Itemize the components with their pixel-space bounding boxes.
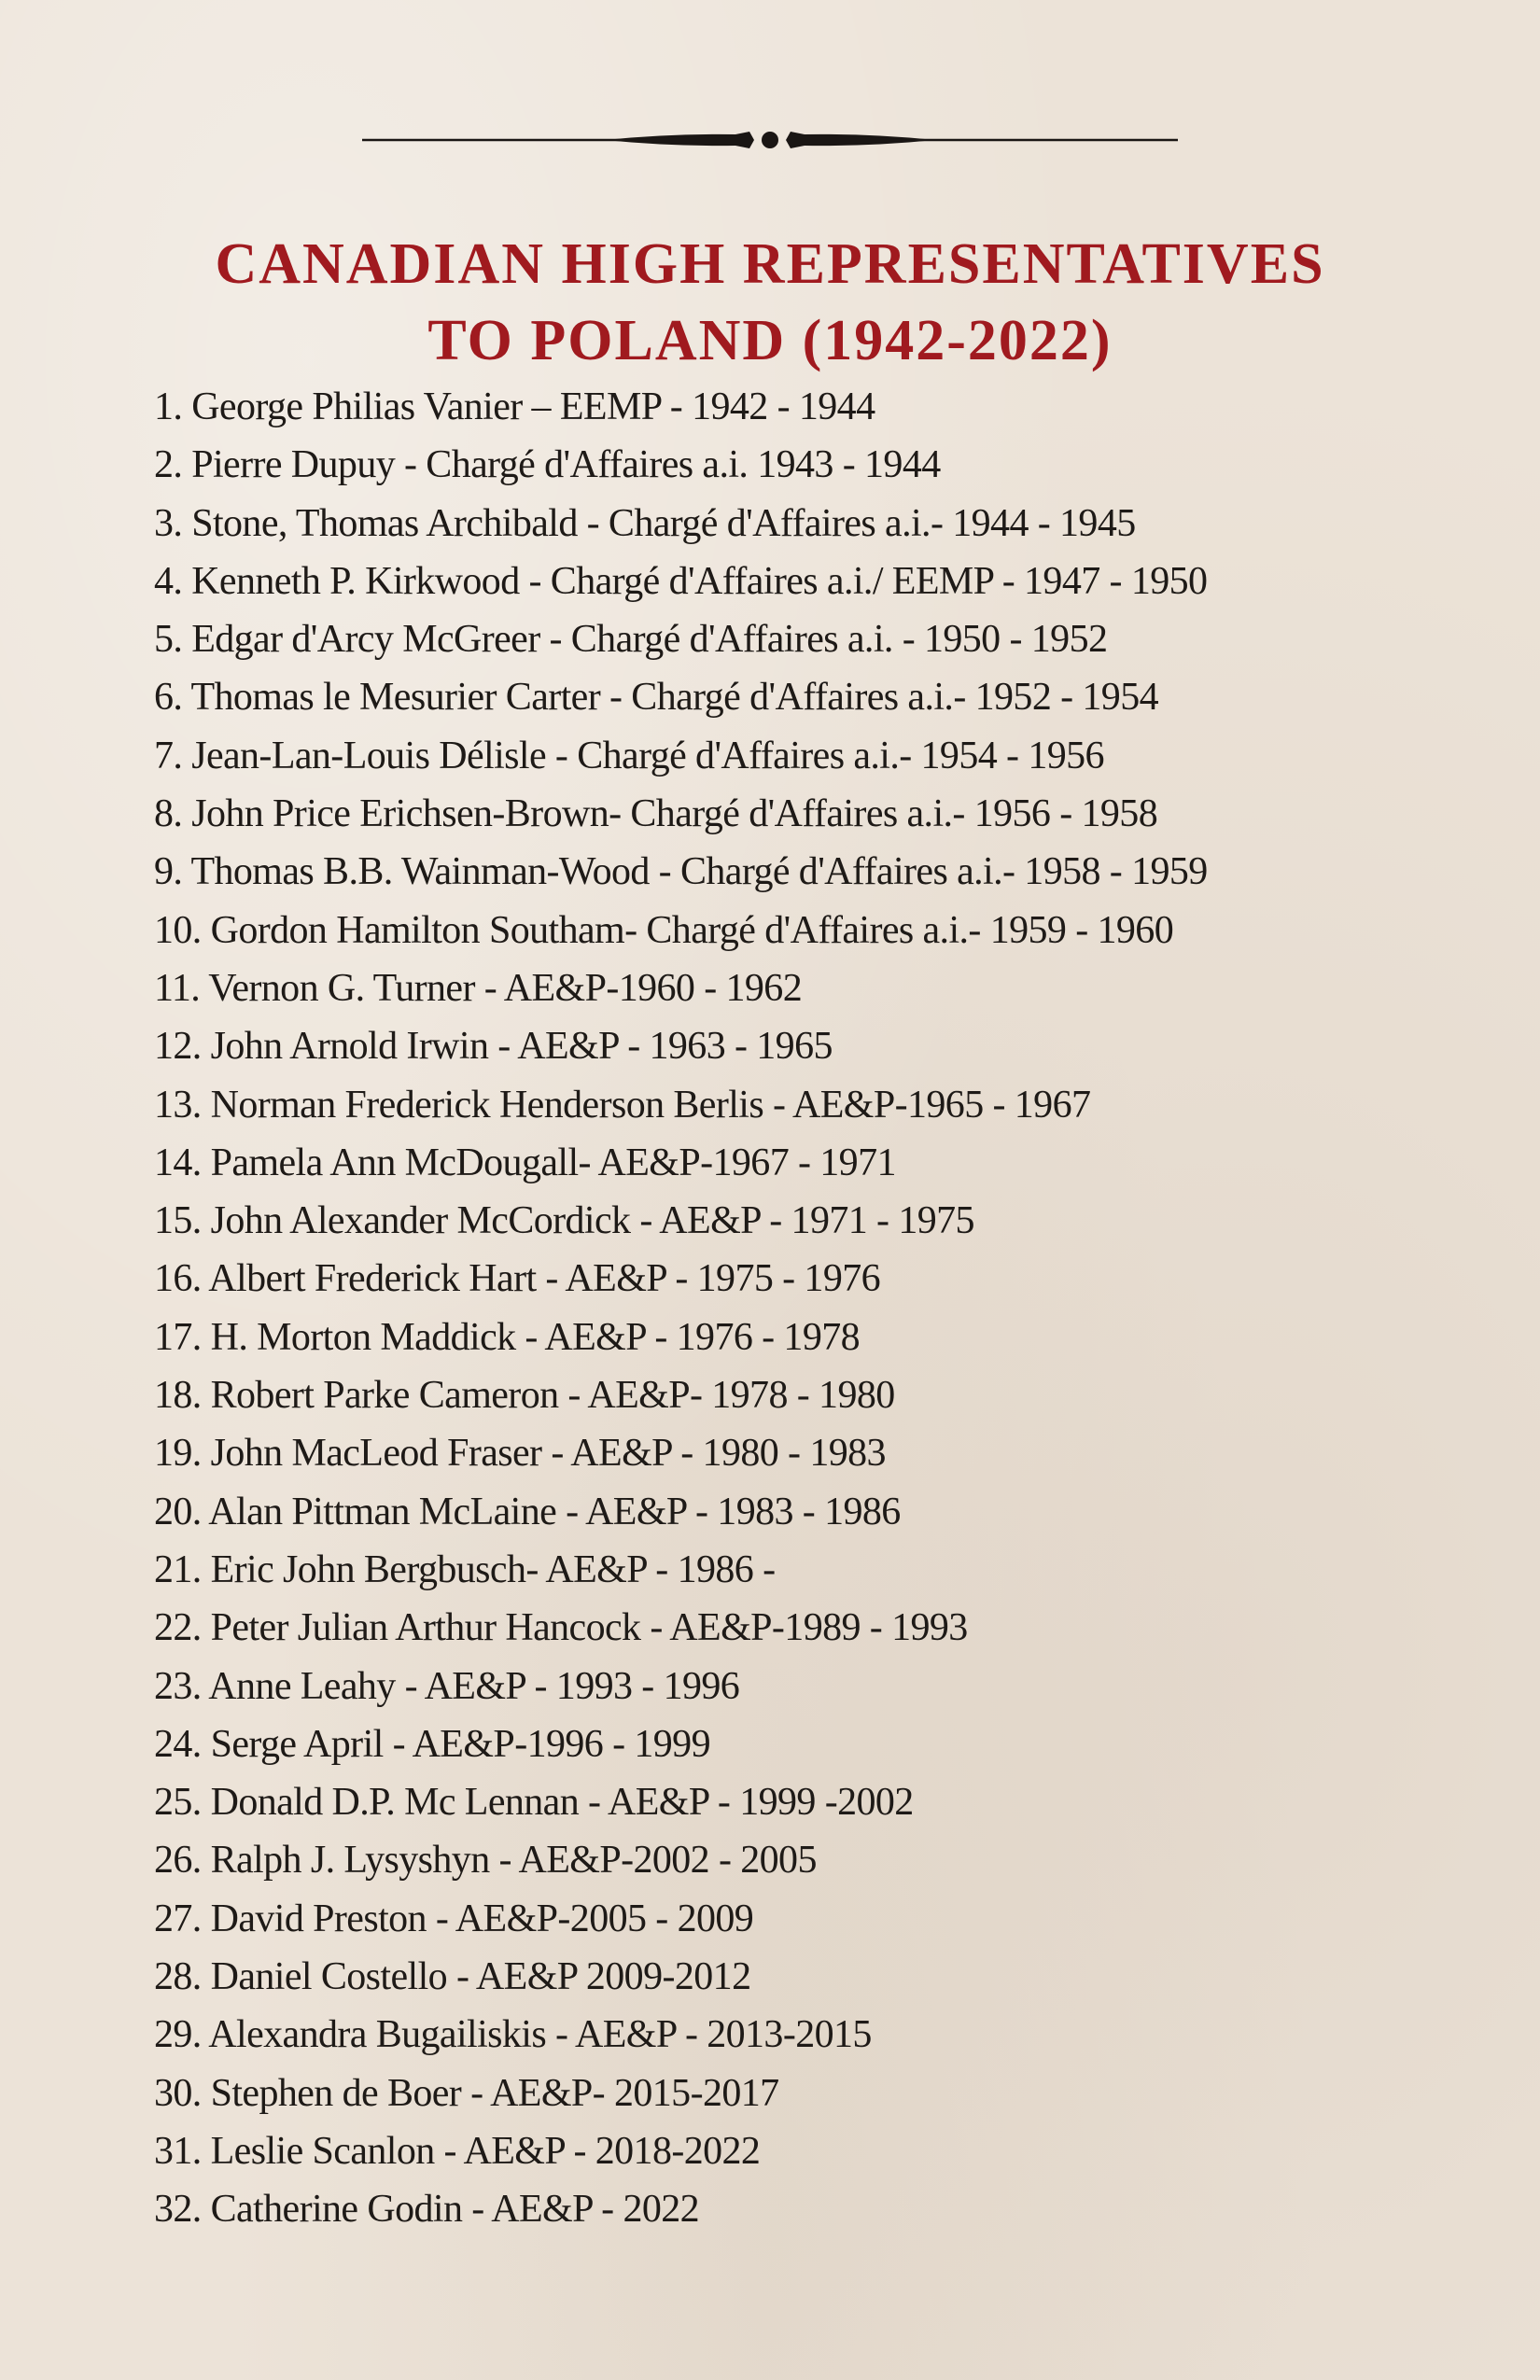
decorative-divider-ornament [362, 121, 1178, 159]
title-line-2: TO POLAND (1942-2022) [427, 308, 1113, 372]
list-item: 31. Leslie Scanlon - AE&P - 2018-2022 [154, 2129, 761, 2173]
list-item: 10. Gordon Hamilton Southam- Chargé d'Affaires a.i.- 1959 - 1960 [154, 908, 1174, 952]
list-item: 12. John Arnold Irwin - AE&P - 1963 - 1965 [154, 1025, 833, 1069]
list-item: 16. Albert Frederick Hart - AE&P - 1975 - 1976 [154, 1257, 881, 1301]
list-item: 28. Daniel Costello - AE&P 2009-2012 [154, 1955, 751, 1999]
representatives-list [154, 378, 1405, 2239]
list-item: 23. Anne Leahy - AE&P - 1993 - 1996 [154, 1664, 740, 1708]
list-item: 3. Stone, Thomas Archibald - Chargé d'Affaires a.i.- 1944 - 1945 [154, 501, 1136, 545]
list-item: 20. Alan Pittman McLaine - AE&P - 1983 - 1986 [154, 1490, 901, 1533]
list-item: 5. Edgar d'Arcy McGreer - Chargé d'Affaires a.i. - 1950 - 1952 [154, 618, 1108, 662]
list-item: 29. Alexandra Bugailiskis - AE&P - 2013-2015 [154, 2013, 872, 2057]
list-item: 7. Jean-Lan-Louis Délisle - Chargé d'Affaires a.i.- 1954 - 1956 [154, 734, 1104, 777]
list-item: 8. John Price Erichsen-Brown- Chargé d'Affaires a.i.- 1956 - 1958 [154, 792, 1158, 836]
list-item: 19. John MacLeod Fraser - AE&P - 1980 - 1983 [154, 1432, 886, 1476]
list-item: 17. H. Morton Maddick - AE&P - 1976 - 1978 [154, 1315, 861, 1359]
list-item: 30. Stephen de Boer - AE&P- 2015-2017 [154, 2071, 779, 2115]
list-item: 4. Kenneth P. Kirkwood - Chargé d'Affaires a.i./ EEMP - 1947 - 1950 [154, 559, 1208, 603]
list-item: 2. Pierre Dupuy - Chargé d'Affaires a.i. 1943 - 1944 [154, 443, 941, 487]
list-item: 13. Norman Frederick Henderson Berlis - AE&P-1965 - 1967 [154, 1083, 1091, 1127]
list-item: 15. John Alexander McCordick - AE&P - 1971 - 1975 [154, 1199, 974, 1243]
list-item: 27. David Preston - AE&P-2005 - 2009 [154, 1897, 754, 1940]
list-item: 14. Pamela Ann McDougall- AE&P-1967 - 1971 [154, 1141, 896, 1184]
list-item: 18. Robert Parke Cameron - AE&P- 1978 - 1980 [154, 1374, 895, 1418]
list-item: 21. Eric John Bergbusch- AE&P - 1986 - [154, 1547, 776, 1591]
title-line-1: CANADIAN HIGH REPRESENTATIVES [215, 231, 1325, 296]
list-item: 22. Peter Julian Arthur Hancock - AE&P-1989 - 1993 [154, 1606, 968, 1650]
list-item: 11. Vernon G. Turner - AE&P-1960 - 1962 [154, 966, 803, 1010]
list-item: 24. Serge April - AE&P-1996 - 1999 [154, 1722, 710, 1766]
list-item: 9. Thomas B.B. Wainman-Wood - Chargé d'Affaires a.i.- 1958 - 1959 [154, 850, 1208, 894]
list-item: 6. Thomas le Mesurier Carter - Chargé d'Affaires a.i.- 1952 - 1954 [154, 676, 1159, 720]
list-item: 26. Ralph J. Lysyshyn - AE&P-2002 - 2005 [154, 1839, 817, 1883]
list-item: 32. Catherine Godin - AE&P - 2022 [154, 2188, 700, 2232]
list-item: 1. George Philias Vanier – EEMP - 1942 - 1944 [154, 385, 875, 428]
page-title [0, 226, 1540, 379]
list-item: 25. Donald D.P. Mc Lennan - AE&P - 1999 -2002 [154, 1781, 914, 1825]
